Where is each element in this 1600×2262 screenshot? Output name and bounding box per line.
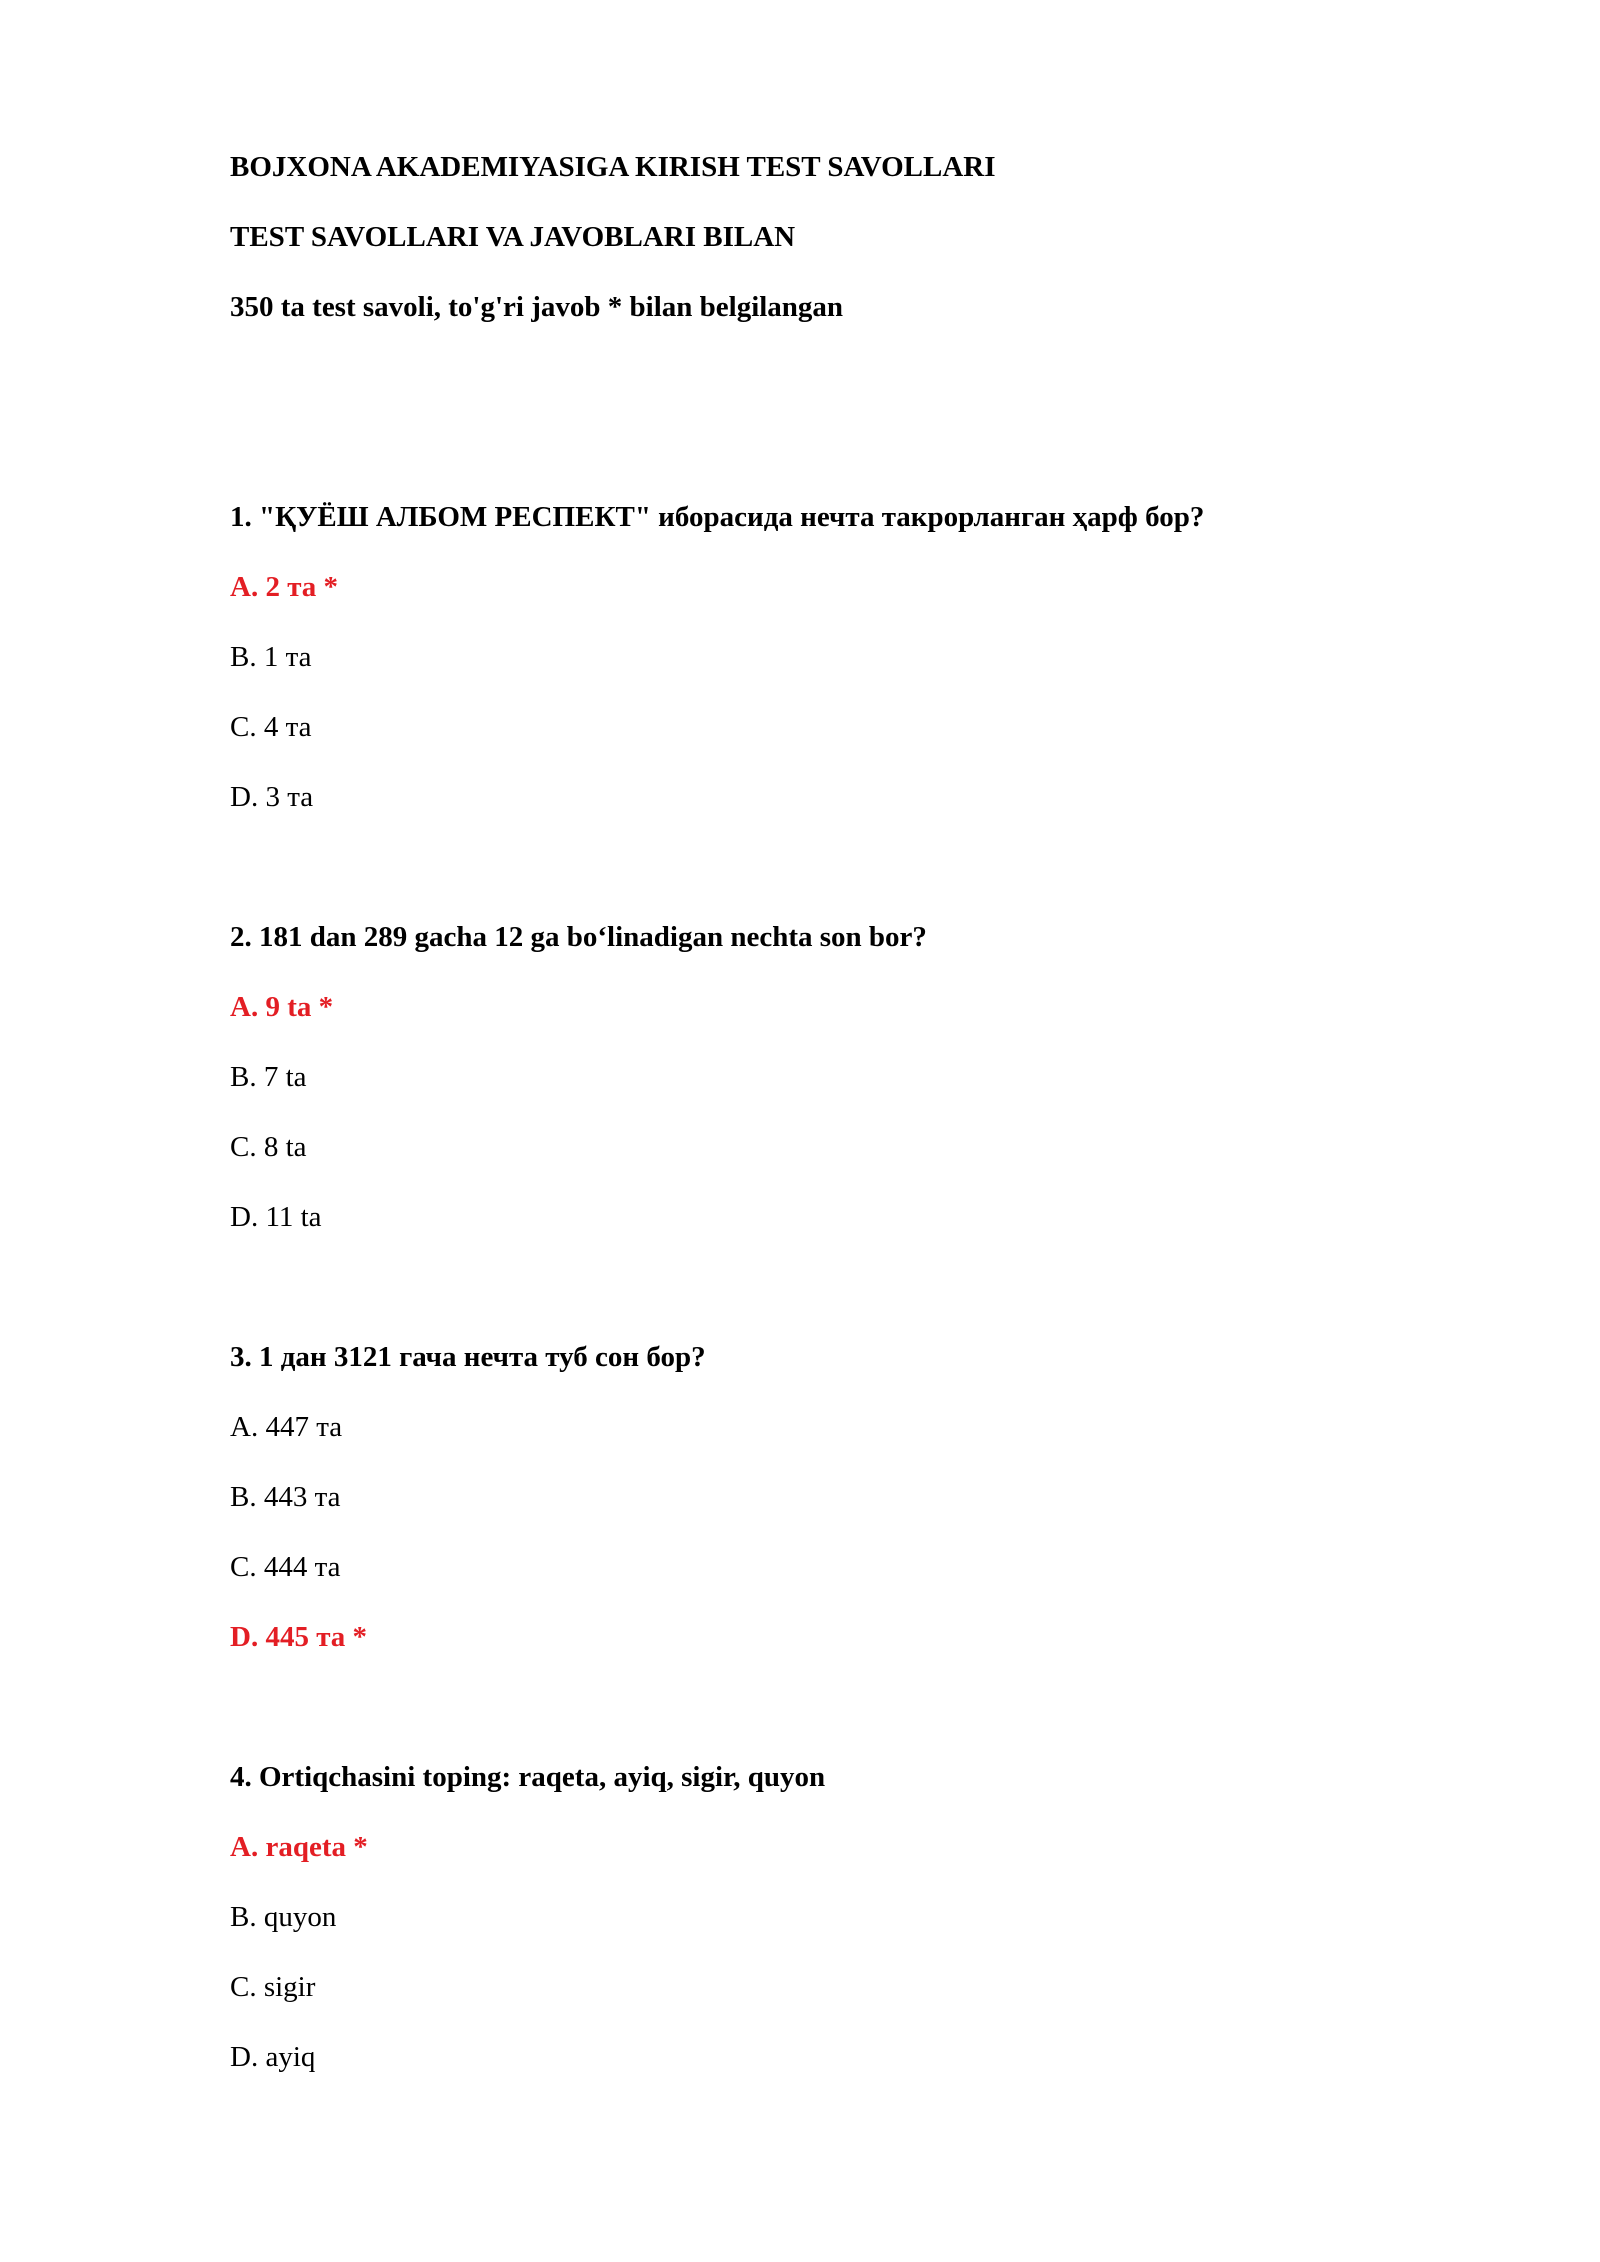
document-title: BOJXONA AKADEMIYASIGA KIRISH TEST SAVOLLARI <box>230 151 996 183</box>
answer-option-d: D. ayiq <box>230 2041 316 2073</box>
question-text: 2. 181 dan 289 gacha 12 ga bo‘linadigan nechta son bor? <box>230 921 927 953</box>
answer-option-a: A. 2 та * <box>230 571 339 603</box>
answer-option-b: B. quyon <box>230 1901 337 1933</box>
question-3 <box>230 1340 1430 1760</box>
document-subtitle: TEST SAVOLLARI VA JAVOBLARI BILAN <box>230 221 796 253</box>
question-spacer <box>230 1690 1430 1760</box>
question-4 <box>230 1760 1430 2110</box>
answer-option-c: C. 8 ta <box>230 1131 307 1163</box>
question-spacer <box>230 850 1430 920</box>
answer-option-d: D. 11 ta <box>230 1201 322 1233</box>
answer-option-b: B. 7 ta <box>230 1061 307 1093</box>
answer-option-c: C. 4 та <box>230 711 312 743</box>
question-text: 4. Ortiqchasini toping: raqeta, ayiq, sigir, quyon <box>230 1761 826 1793</box>
question-text: 1. "ҚУЁШ АЛБОМ РЕСПЕКТ" иборасида нечта такрорланган ҳарф бор? <box>230 501 1205 533</box>
question-text: 3. 1 дан 3121 гача нечта туб сон бор? <box>230 1341 706 1373</box>
answer-option-a: A. raqeta * <box>230 1831 368 1863</box>
answer-option-a: A. 9 ta * <box>230 991 334 1023</box>
document-content <box>230 150 1430 2110</box>
answer-option-d: D. 445 та * <box>230 1621 368 1653</box>
question-1 <box>230 500 1430 920</box>
answer-option-a: A. 447 та <box>230 1411 343 1443</box>
document-note: 350 ta test savoli, to'g'ri javob * bilan belgilangan <box>230 291 844 323</box>
question-2 <box>230 920 1430 1340</box>
answer-option-b: B. 443 та <box>230 1481 341 1513</box>
document-header <box>230 150 1430 500</box>
question-spacer <box>230 1270 1430 1340</box>
answer-option-b: B. 1 та <box>230 641 312 673</box>
answer-option-c: C. 444 та <box>230 1551 341 1583</box>
answer-option-c: C. sigir <box>230 1971 316 2003</box>
answer-option-d: D. 3 та <box>230 781 314 813</box>
